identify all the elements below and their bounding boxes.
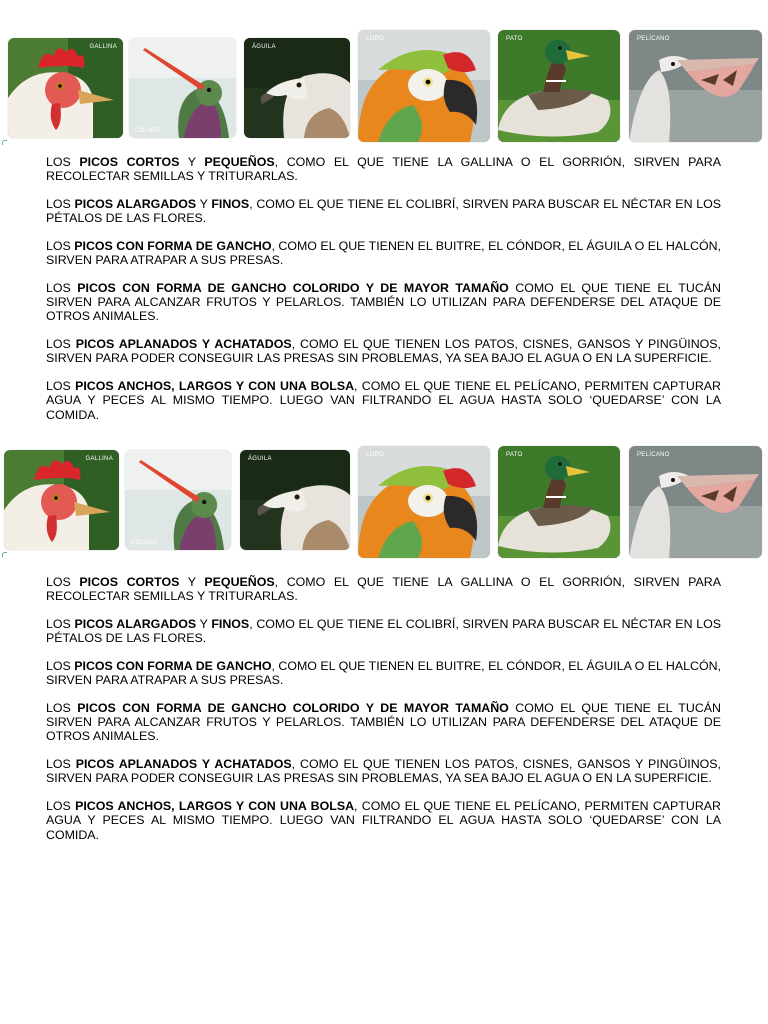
duck-photo [498,446,620,558]
bird-label: ÁGUILA [248,456,272,462]
pelican-photo [629,30,762,142]
paragraph-long-beaks: LOS PICOS ALARGADOS Y FINOS, COMO EL QUE TIENE EL COLIBRÍ, SIRVEN PARA BUSCAR EL NÉCTAR EN LOS PÉTALOS DE LAS FLORES. [46,617,721,646]
paragraph-short-beaks: LOS PICOS CORTOS Y PEQUEÑOS, COMO EL QUE TIENE LA GALLINA O EL GORRIÓN, SIRVEN PARA RECOLECTAR SEMILLAS Y TRITURARLAS. [46,575,721,604]
paragraph-hook-beaks: LOS PICOS CON FORMA DE GANCHO, COMO EL QUE TIENEN EL BUITRE, EL CÓNDOR, EL ÁGUILA O EL HALCÓN, SIRVEN PARA ATRAPAR A SUS PRESAS. [46,239,721,268]
bird-label: GALLINA [89,44,117,50]
bird-label: PATO [506,452,523,458]
beak-types-text [46,155,721,435]
bird-photo-strip [0,30,768,146]
paragraph-long-beaks: LOS PICOS ALARGADOS Y FINOS, COMO EL QUE TIENE EL COLIBRÍ, SIRVEN PARA BUSCAR EL NÉCTAR EN LOS PÉTALOS DE LAS FLORES. [46,197,721,226]
bird-label: COLIBRÍ [135,128,162,134]
bird-label: ÁGUILA [252,44,276,50]
paragraph-colorful-hook-beaks: LOS PICOS CON FORMA DE GANCHO COLORIDO Y DE MAYOR TAMAÑO COMO EL QUE TIENE EL TUCÁN SIRVEN PARA ALCANZAR FRUTOS Y PELARLOS. TAMBIÉN LO UTILIZAN PARA DEFENDERSE DEL ATAQUE DE OTROS ANIMALES. [46,281,721,324]
pelican-photo [629,446,762,558]
paragraph-pouch-beaks: LOS PICOS ANCHOS, LARGOS Y CON UNA BOLSA, COMO EL QUE TIENE EL PELÍCANO, PERMITEN CAPTURAR AGUA Y PECES AL MISMO TIEMPO. LUEGO VAN FILTRANDO EL AGUA HASTA SOLO ‘QUEDARSE’ CON LA COMIDA. [46,379,721,422]
hen-photo [8,38,123,138]
hummingbird-photo [125,450,231,550]
bird-label: LORO [366,452,385,458]
paragraph-colorful-hook-beaks: LOS PICOS CON FORMA DE GANCHO COLORIDO Y DE MAYOR TAMAÑO COMO EL QUE TIENE EL TUCÁN SIRVEN PARA ALCANZAR FRUTOS Y PELARLOS. TAMBIÉN LO UTILIZAN PARA DEFENDERSE DEL ATAQUE DE OTROS ANIMALES. [46,701,721,744]
eagle-photo [240,450,350,550]
bird-label: PELÍCANO [637,36,670,42]
bird-label: PELÍCANO [637,452,670,458]
bird-label: PATO [506,36,523,42]
paragraph-flat-beaks: LOS PICOS APLANADOS Y ACHATADOS, COMO EL QUE TIENEN LOS PATOS, CISNES, GANSOS Y PINGÜINOS, SIRVEN PARA PODER CONSEGUIR LAS PRESAS SIN PROBLEMAS, YA SEA BAJO EL AGUA O EN LA SUPERFICIE. [46,757,721,786]
hen-photo [4,450,119,550]
duck-photo [498,30,620,142]
parrot-photo [358,30,490,142]
bird-label: GALLINA [85,456,113,462]
bird-label: LORO [366,36,385,42]
bird-photo-strip [0,446,768,562]
paragraph-short-beaks: LOS PICOS CORTOS Y PEQUEÑOS, COMO EL QUE TIENE LA GALLINA O EL GORRIÓN, SIRVEN PARA RECOLECTAR SEMILLAS Y TRITURARLAS. [46,155,721,184]
eagle-photo [244,38,350,138]
paragraph-pouch-beaks: LOS PICOS ANCHOS, LARGOS Y CON UNA BOLSA, COMO EL QUE TIENE EL PELÍCANO, PERMITEN CAPTURAR AGUA Y PECES AL MISMO TIEMPO. LUEGO VAN FILTRANDO EL AGUA HASTA SOLO ‘QUEDARSE’ CON LA COMIDA. [46,799,721,842]
paragraph-hook-beaks: LOS PICOS CON FORMA DE GANCHO, COMO EL QUE TIENEN EL BUITRE, EL CÓNDOR, EL ÁGUILA O EL HALCÓN, SIRVEN PARA ATRAPAR A SUS PRESAS. [46,659,721,688]
bird-label: COLIBRÍ [131,540,158,546]
paragraph-flat-beaks: LOS PICOS APLANADOS Y ACHATADOS, COMO EL QUE TIENEN LOS PATOS, CISNES, GANSOS Y PINGÜINOS, SIRVEN PARA PODER CONSEGUIR LAS PRESAS SIN PROBLEMAS, YA SEA BAJO EL AGUA O EN LA SUPERFICIE. [46,337,721,366]
corner-mark [2,552,7,557]
corner-mark [2,140,7,145]
beak-types-text [46,575,721,855]
parrot-photo [358,446,490,558]
hummingbird-photo [129,38,236,138]
